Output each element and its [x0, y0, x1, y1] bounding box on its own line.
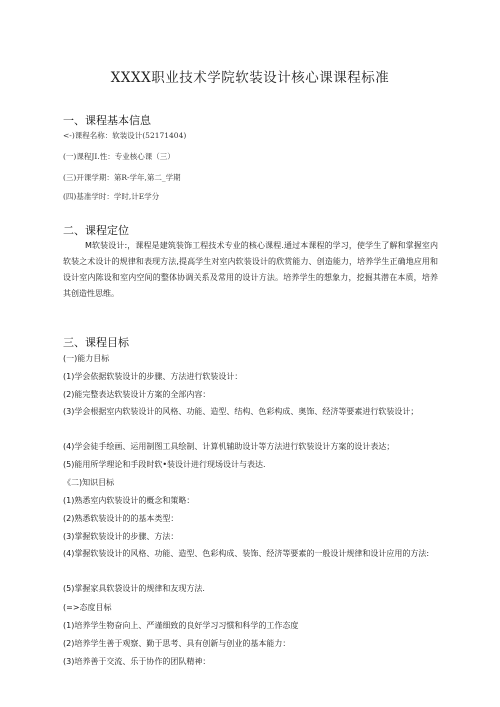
- ability-item-2: (2)能完整表达软装设计方案的全部内容：: [63, 390, 211, 399]
- attitude-item-3: (3)培养善于交流、乐于协作的团队精神：: [63, 657, 211, 666]
- document-title: XXXX职业技术学院软装设计核心课课程标准: [110, 70, 390, 86]
- attitude-item-2: (2)培养学生善于观察、勤于思考、具有创新与创业的基本能力：: [63, 639, 291, 648]
- semester-line: (三)开课学期：第R-学年,第二_学期: [63, 173, 181, 182]
- course-positioning-paragraph: M软装设计:，课程是建筑装饰工程技术专业的核心课程.通过本课程的学习，使学生了解和掌握室内软装之术设计的规律和表现方法,提高学生对室内软装设计的欣赏能力、创造能力，培养学生正确地应用和设计室内陈设和室内空间的整体协调关系及常用的设计方法。培养学生的想象力，挖掘其潜在本质，培养其创造性思维。: [63, 241, 438, 298]
- ability-goals-heading: (一)能力目标: [63, 354, 110, 363]
- knowledge-item-1: (1)熟悉室内软装设计的概念和策略：: [63, 496, 195, 505]
- credit-hours-line: (四)基准学时：学时,计E学分: [63, 192, 160, 201]
- knowledge-item-4: (4)掌握软装设计的风格、功能、造型、色彩构成、装饰、经济等要素的一般设计规律和设计应用的方法:: [63, 549, 430, 558]
- section1-heading: 一、课程基本信息: [63, 114, 151, 127]
- attitude-item-1: (1)培养学生物奋向上、严谨细致的良好学习习惯和科学的工作态度: [63, 621, 299, 630]
- ability-item-3: (3)学会根据室内软装设计的风格、功能、造型、结构、色彩构成、奥饰、经济等要素进行软装设计；: [63, 407, 419, 416]
- knowledge-item-2: (2)熟悉软装设计的的基本类型：: [63, 514, 179, 523]
- section3-heading: 三、课程目标: [63, 336, 129, 349]
- knowledge-goals-heading: 《二)知识目标: [63, 478, 115, 487]
- knowledge-item-3: (3)掌握软装设计的步骤、方法：: [63, 532, 179, 541]
- knowledge-item-5: (5)掌握家具软袋设计的规律和友现方法.: [63, 584, 205, 593]
- ability-item-1: (1)学会依据软装设计的步骤、方法进行软装设计：: [63, 372, 243, 381]
- attitude-goals-heading: (=>态度目标: [63, 603, 112, 612]
- section2-heading: 二、课程定位: [63, 224, 129, 237]
- ability-item-4: (4)学会徒手绘画、运用制图工具绘制、计算机辅助设计等方法进行软装设计方案的设计表达；: [63, 442, 395, 451]
- ability-item-5: (5)能用所学理论和手段时软•装设计进行现场设计与表达.: [63, 460, 266, 469]
- course-nature-line: (一)课程JI.性：专业核心课（三）: [63, 152, 175, 161]
- course-name-line: <-)课程名称：软装设计(52171404): [63, 131, 187, 140]
